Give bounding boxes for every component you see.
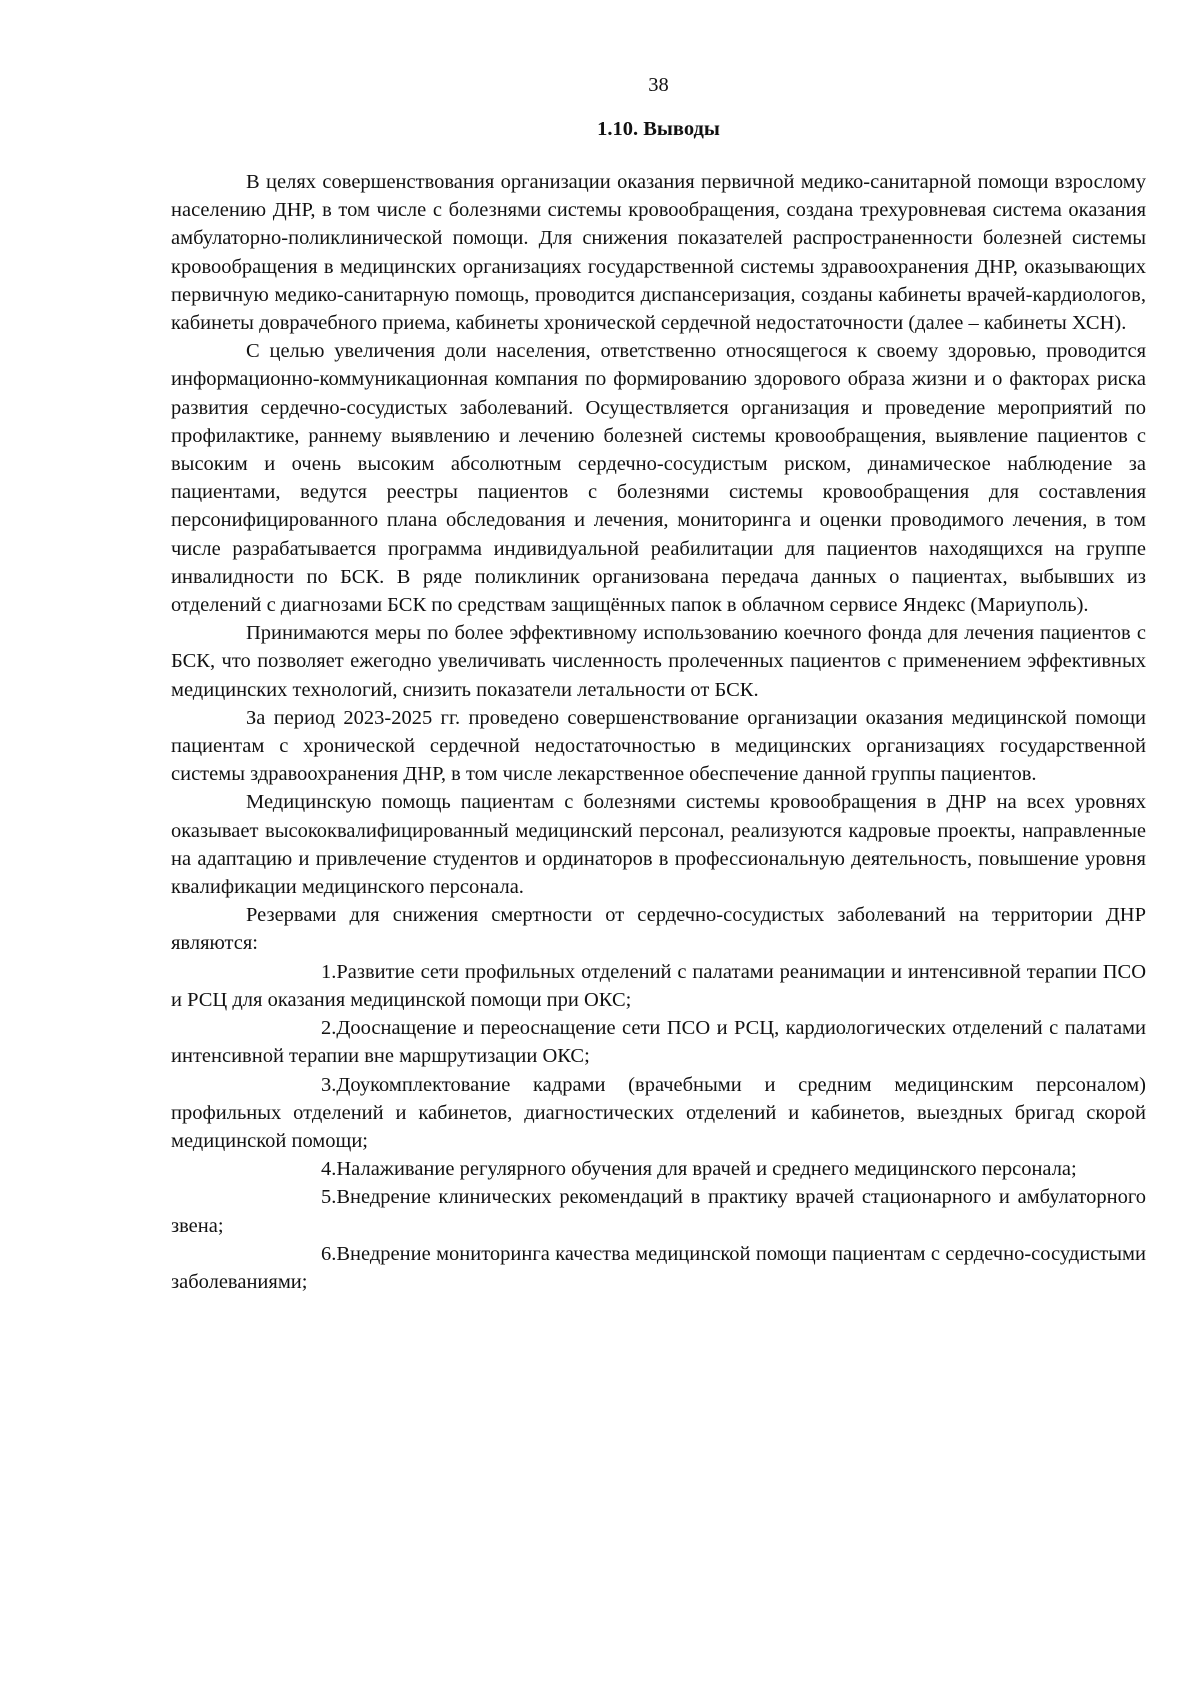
paragraph: Резервами для снижения смертности от сердечно-сосудистых заболеваний на территории ДНР являются: (171, 904, 1146, 955)
list-item-number: 1. (321, 960, 337, 983)
list-item-number: 5. (321, 1186, 337, 1209)
list-item-number: 2. (321, 1017, 337, 1040)
list-item (171, 1183, 1146, 1239)
page-number: 38 (648, 74, 669, 96)
list-item (171, 958, 1146, 1014)
section-title: 1.10. Выводы (597, 118, 720, 140)
list-item (171, 1071, 1146, 1156)
paragraph: Принимаются меры по более эффективному использованию коечного фонда для лечения пациентов с БСК, что позволяет ежегодно увеличивать численность пролеченных пациентов с применением эффективных медицинских технологий, снизить показатели летальности от БСК. (171, 622, 1146, 701)
list-item-number: 6. (321, 1242, 337, 1265)
list-item (171, 1155, 1146, 1183)
body-text (171, 168, 1146, 1296)
list-item-text: Налаживание регулярного обучения для врачей и среднего медицинского персонала; (336, 1158, 1077, 1181)
paragraph: За период 2023-2025 гг. проведено совершенствование организации оказания медицинской помощи пациентам с хронической сердечной недостаточностью в медицинских организациях государственной системы здравоохранения ДНР, в том числе лекарственное обеспечение данной группы пациентов. (171, 706, 1146, 786)
list-item-text: Внедрение мониторинга качества медицинской помощи пациентам с сердечно-сосудистыми заболеваниями; (171, 1242, 1146, 1293)
list-item-text: Доукомплектование кадрами (врачебными и средним медицинским персоналом) профильных отделений и кабинетов, диагностических отделений и кабинетов, выездных бригад скорой медицинской помощи; (171, 1073, 1146, 1152)
paragraph: Медицинскую помощь пациентам с болезнями системы кровообращения в ДНР на всех уровнях оказывает высококвалифицированный медицинский персонал, реализуются кадровые проекты, направленные на адаптацию и привлечение студентов и ординаторов в профессиональную деятельность, повышение уровня квалификации медицинского персонала. (171, 791, 1146, 899)
list-item-text: Дооснащение и переоснащение сети ПСО и РСЦ, кардиологических отделений с палатами интенсивной терапии вне маршрутизации ОКС; (171, 1017, 1146, 1068)
list-item-text: Внедрение клинических рекомендаций в практику врачей стационарного и амбулаторного звена; (171, 1186, 1146, 1237)
list-item-number: 4. (321, 1158, 337, 1181)
paragraph: В целях совершенствования организации оказания первичной медико-санитарной помощи взрослому населению ДНР, в том числе с болезнями системы кровообращения, создана трехуровневая система оказания амбулаторно-поликлинической помощи. Для снижения показателей распространенности болезней системы кровообращения в медицинских организациях государственной системы здравоохранения ДНР, оказывающих первичную медико-санитарную помощь, проводится диспансеризация, созданы кабинеты врачей-кардиологов, кабинеты доврачебного приема, кабинеты хронической сердечной недостаточности (далее – кабинеты ХСН). (171, 171, 1146, 335)
list-item (171, 1240, 1146, 1296)
list-item (171, 1014, 1146, 1070)
list-item-number: 3. (321, 1073, 337, 1096)
list-item-text: Развитие сети профильных отделений с палатами реанимации и интенсивной терапии ПСО и РСЦ для оказания медицинской помощи при ОКС; (171, 960, 1146, 1011)
paragraph: С целью увеличения доли населения, ответственно относящегося к своему здоровью, проводится информационно-коммуникационная компания по формированию здорового образа жизни и о факторах риска развития сердечно-сосудистых заболеваний. Осуществляется организация и проведение мероприятий по профилактике, раннему выявлению и лечению болезней системы кровообращения, выявление пациентов с высоким и очень высоким абсолютным сердечно-сосудистым риском, динамическое наблюдение за пациентами, ведутся реестры пациентов с болезнями системы кровообращения для составления персонифицированного плана обследования и лечения, мониторинга и оценки проводимого лечения, в том числе разрабатывается программа индивидуальной реабилитации для пациентов находящихся на группе инвалидности по БСК. В ряде поликлиник организована передача данных о пациентах, выбывших из отделений с диагнозами БСК по средствам защищённых папок в облачном сервисе Яндекс (Мариуполь). (171, 340, 1146, 617)
